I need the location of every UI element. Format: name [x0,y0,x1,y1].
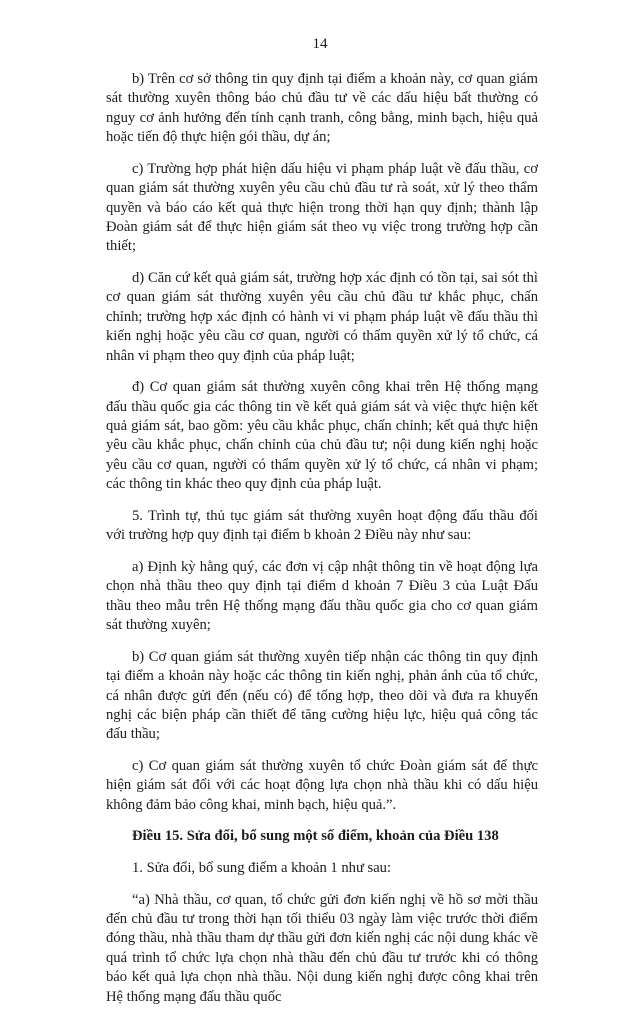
paragraph-amend-a: “a) Nhà thầu, cơ quan, tổ chức gửi đơn kiến nghị về hồ sơ mời thầu đến chủ đầu tư trong thời hạn tối thiểu 03 ngày làm việc trước thời điểm đóng thầu, nhà thầu tham dự thầu gửi đơn kiến nghị các nội dung khác về quá trình tổ chức lựa chọn nhà thầu đến chủ đầu tư trước khi có thông báo kết quả lựa chọn nhà thầu. Nội dung kiến nghị được công khai trên Hệ thống mạng đấu thầu quốc [106,891,538,1005]
paragraph-amend-1: 1. Sửa đổi, bổ sung điểm a khoản 1 như sau: [132,859,392,876]
paragraph-point-c: c) Trường hợp phát hiện dấu hiệu vi phạm pháp luật về đấu thầu, cơ quan giám sát thường xuyên yêu cầu chủ đầu tư rà soát, xử lý theo thẩm quyền và báo cáo kết quả thực hiện trong thời hạn quy định; thành lập Đoàn giám sát để thực hiện giám sát theo vụ việc trong trường hợp cần thiết; [106,160,538,255]
paragraph-clause-5-a: a) Định kỳ hằng quý, các đơn vị cập nhật thông tin về hoạt động lựa chọn nhà thầu theo quy định tại điểm d khoản 7 Điều 3 của Luật Đấu thầu theo mẫu trên Hệ thống mạng đấu thầu quốc gia cho cơ quan giám sát thường xuyên; [106,558,538,634]
paragraph-clause-5: 5. Trình tự, thủ tục giám sát thường xuyên hoạt động đấu thầu đối với trường hợp quy định tại điểm b khoản 2 Điều này như sau: [106,507,538,544]
paragraph-point-d: d) Căn cứ kết quả giám sát, trường hợp xác định có tồn tại, sai sót thì cơ quan giám sát thường xuyên yêu cầu chủ đầu tư khắc phục, chấn chỉnh; trường hợp xác định có hành vi vi phạm pháp luật về đấu thầu thì kiến nghị hoặc yêu cầu cơ quan, người có thẩm quyền xử lý tổ chức, cá nhân vi phạm theo quy định của pháp luật; [106,270,538,364]
document-body [106,70,538,1019]
page-number: 14 [312,36,328,52]
paragraph-clause-5-b: b) Cơ quan giám sát thường xuyên tiếp nhận các thông tin quy định tại điểm a khoản này hoặc các thông tin kiến nghị, phản ánh của tổ chức, cá nhân được gửi đến (nếu có) để tổng hợp, theo dõi và đưa ra khuyến nghị các biện pháp cần thiết để tăng cường hiệu lực, hiệu quả công tác đấu thầu; [106,648,538,743]
paragraph-point-b: b) Trên cơ sở thông tin quy định tại điểm a khoản này, cơ quan giám sát thường xuyên thông báo chủ đầu tư về các dấu hiệu bất thường có nguy cơ ảnh hưởng đến tính cạnh tranh, công bằng, minh bạch, hiệu quả hoặc tiến độ thực hiện gói thầu, dự án; [106,71,538,146]
paragraph-point-dd: đ) Cơ quan giám sát thường xuyên công khai trên Hệ thống mạng đấu thầu quốc gia các thông tin về kết quả giám sát và việc thực hiện kết quả giám sát, bao gồm: yêu cầu khắc phục, chấn chỉnh; kết quả thực hiện yêu cầu khắc phục, chấn chỉnh của chủ đầu tư; nội dung kiến nghị hoặc yêu cầu cơ quan, người có thẩm quyền xử lý tổ chức, cá nhân vi phạm; các thông tin khác theo quy định của pháp luật. [106,379,538,493]
article-heading: Điều 15. Sửa đổi, bổ sung một số điểm, khoản của Điều 138 [132,828,499,845]
paragraph-clause-5-c: c) Cơ quan giám sát thường xuyên tổ chức Đoàn giám sát để thực hiện giám sát đối với các hoạt động lựa chọn nhà thầu khi có dấu hiệu không đảm bảo công khai, minh bạch, hiệu quả.”. [106,757,538,813]
